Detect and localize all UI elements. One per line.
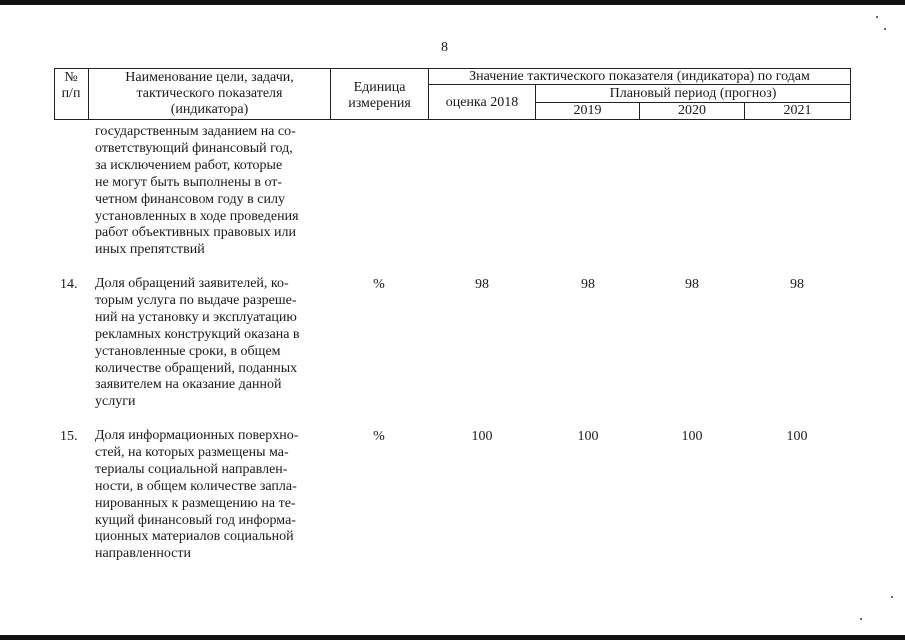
indicator-line: ний на установку и эксплуатацию [95, 309, 297, 325]
indicator-line: Доля обращений заявителей, ко- [95, 276, 289, 291]
unit-cell: % [373, 429, 385, 444]
continuation-line: работ объективных правовых или [95, 225, 296, 241]
scan-speck [884, 28, 886, 30]
indicator-line: Доля информационных поверхно- [95, 428, 299, 443]
indicator-name [95, 428, 323, 563]
col-planned: Плановый период (прогноз) [609, 86, 777, 101]
value-2020: 98 [685, 277, 699, 292]
col-values-title: Значение тактического показателя (индикатора) по годам [469, 69, 810, 84]
value-2020: 100 [681, 429, 703, 444]
indicator-line: нированных к размещению на те- [95, 495, 296, 511]
indicator-line: заявителем на оказание данной [95, 377, 282, 393]
continuation-line: иных препятствий [95, 242, 205, 258]
indicator-line: рекламных конструкций оказана в [95, 326, 300, 342]
value-estimate-2018: 100 [471, 429, 493, 444]
continuation-text [95, 124, 323, 259]
continuation-line: за исключением работ, которые [95, 157, 283, 173]
indicator-line: ности, в общем количестве запла- [95, 478, 297, 494]
continuation-line: четном финансовом году в силу [95, 191, 285, 207]
indicator-line: кущий финансовый год информа- [95, 512, 296, 528]
continuation-line: государственным заданием на со- [95, 124, 296, 139]
header-rule-bottom [54, 119, 851, 120]
continuation-line: установленных в ходе проведения [95, 208, 299, 224]
continuation-line: не могут быть выполнены в от- [95, 174, 283, 190]
value-2019: 100 [577, 429, 599, 444]
table-header [54, 68, 851, 120]
indicator-line: торым услуга по выдаче разреше- [95, 292, 297, 308]
col-name-line3: (индикатора) [170, 102, 249, 117]
col-name-line2: тактического показателя [136, 86, 283, 101]
unit-cell: % [373, 277, 385, 292]
scan-speck [891, 596, 893, 598]
col-year-2020: 2020 [678, 103, 706, 118]
col-num-line2: п/п [61, 86, 81, 101]
col-unit-line2: измерения [348, 96, 411, 111]
indicator-line: ционных материалов социальной [95, 529, 294, 545]
indicator-line: количестве обращений, поданных [95, 360, 298, 376]
continuation-line: ответствующий финансовый год, [95, 140, 293, 156]
indicator-line: установленные сроки, в общем [95, 343, 281, 359]
row-number: 14. [60, 277, 78, 292]
page-number: 8 [441, 40, 448, 55]
scan-speck [876, 16, 878, 18]
indicator-line: стей, на которых размещены ма- [95, 444, 289, 460]
value-2021: 98 [790, 277, 804, 292]
col-name-line1: Наименование цели, задачи, [125, 70, 294, 85]
value-2021: 100 [786, 429, 808, 444]
scan-edge-bottom [0, 635, 905, 640]
row-number: 15. [60, 429, 78, 444]
value-2019: 98 [581, 277, 595, 292]
indicator-line: услуги [95, 394, 136, 410]
col-year-2021: 2021 [783, 103, 812, 118]
value-estimate-2018: 98 [475, 277, 489, 292]
col-unit-line1: Единица [353, 80, 406, 95]
indicator-line: териалы социальной направлен- [95, 461, 288, 477]
header-border-right [850, 68, 851, 120]
scan-speck [860, 618, 862, 620]
indicator-line: направленности [95, 546, 192, 562]
col-year-2019: 2019 [573, 103, 602, 118]
scan-edge-top [0, 0, 905, 5]
col-num-line1: № [64, 70, 78, 85]
indicator-name [95, 276, 323, 411]
col-estimate: оценка 2018 [445, 95, 519, 110]
